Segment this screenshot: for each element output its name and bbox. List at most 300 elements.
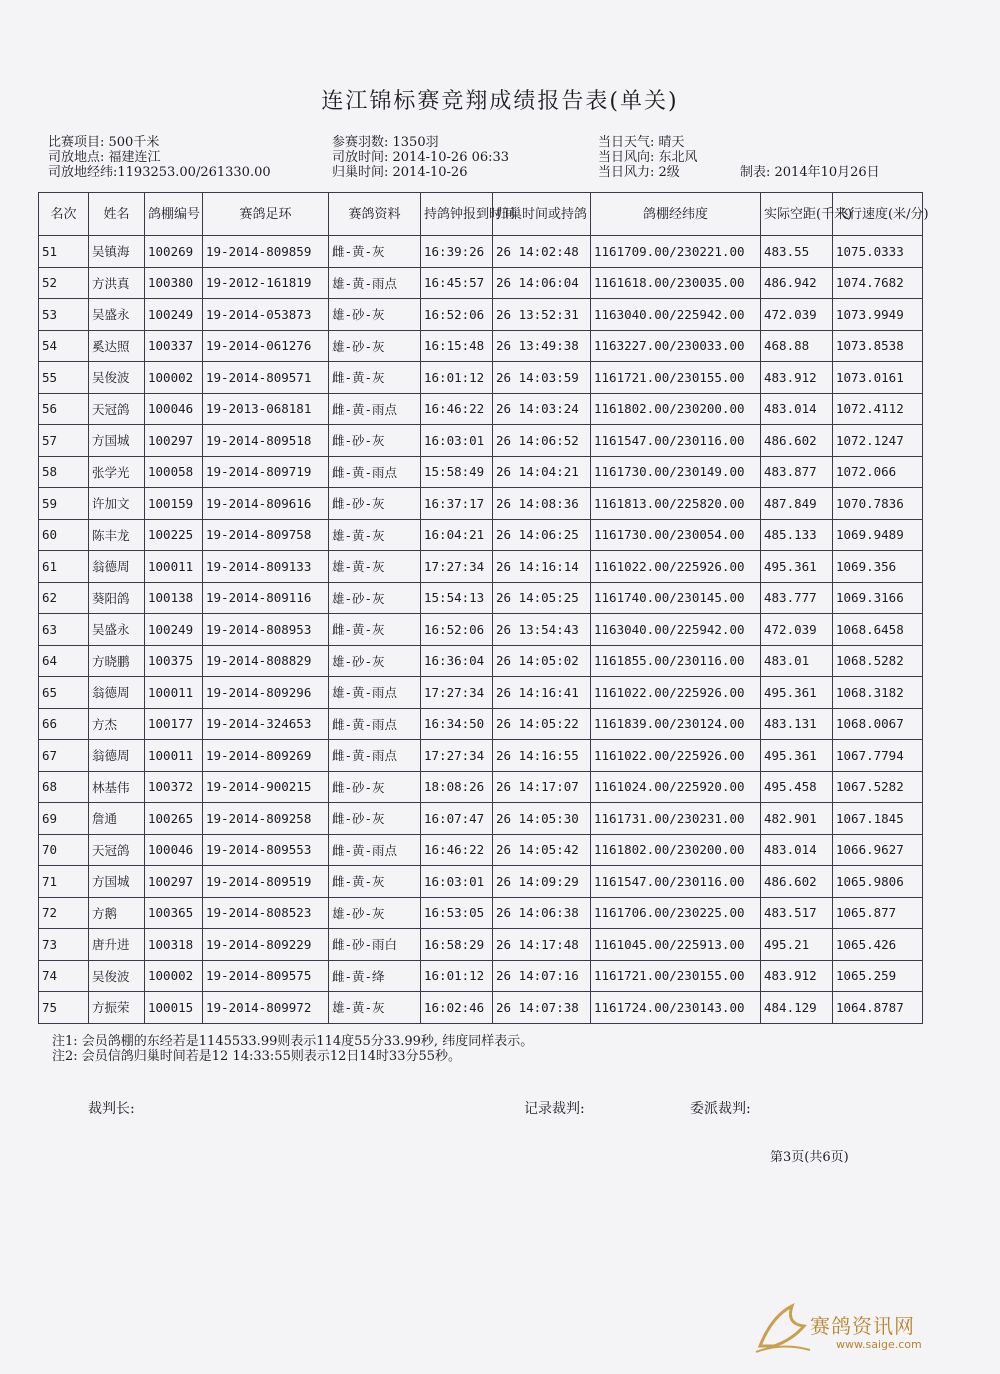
cell-arrival-time: 26 14:05:02 (493, 645, 591, 677)
cell-clock-time: 16:01:12 (421, 362, 493, 394)
cell-loft-id: 100297 (145, 425, 203, 457)
cell-arrival-time: 26 13:49:38 (493, 330, 591, 362)
cell-clock-time: 16:37:17 (421, 488, 493, 520)
cell-distance: 495.21 (761, 929, 833, 961)
table-row (39, 771, 923, 803)
header-distance: 实际空距(千米) (761, 193, 833, 236)
results-table (38, 192, 929, 1024)
cell-arrival-time: 26 14:16:55 (493, 740, 591, 772)
cell-arrival-time: 26 14:16:41 (493, 677, 591, 709)
cell-distance: 483.131 (761, 708, 833, 740)
cell-name: 方晓鹏 (89, 645, 145, 677)
cell-loft-coords: 1163040.00/225942.00 (591, 299, 761, 331)
cell-ring: 19-2014-061276 (203, 330, 329, 362)
cell-distance: 486.942 (761, 267, 833, 299)
cell-rank: 56 (39, 393, 89, 425)
cell-speed: 1064.8787 (833, 992, 923, 1024)
cell-speed: 1072.4112 (833, 393, 923, 425)
cell-name: 方国城 (89, 866, 145, 898)
header-loft-coords: 鸽棚经纬度 (591, 193, 761, 236)
cell-loft-id: 100159 (145, 488, 203, 520)
cell-speed: 1066.9627 (833, 834, 923, 866)
cell-loft-coords: 1163227.00/230033.00 (591, 330, 761, 362)
table-row (39, 803, 923, 835)
cell-ring: 19-2014-808829 (203, 645, 329, 677)
cell-speed: 1070.7836 (833, 488, 923, 520)
pigeon-icon (752, 1296, 812, 1362)
cell-name: 吴镇海 (89, 236, 145, 268)
cell-bird-info: 雌-砂-灰 (329, 425, 421, 457)
cell-ring: 19-2014-809553 (203, 834, 329, 866)
cell-bird-info: 雌-砂-雨白 (329, 929, 421, 961)
cell-distance: 483.014 (761, 393, 833, 425)
cell-distance: 483.877 (761, 456, 833, 488)
cell-clock-time: 16:36:04 (421, 645, 493, 677)
meta-column-3 (598, 134, 698, 179)
cell-name: 翁德周 (89, 551, 145, 583)
cell-name: 吴俊波 (89, 362, 145, 394)
cell-bird-info: 雌-黄-雨点 (329, 456, 421, 488)
cell-speed: 1067.7794 (833, 740, 923, 772)
cell-bird-info: 雌-黄-雨点 (329, 393, 421, 425)
cell-ring: 19-2014-809575 (203, 960, 329, 992)
cell-bird-info: 雌-黄-雨点 (329, 740, 421, 772)
cell-ring: 19-2014-809972 (203, 992, 329, 1024)
table-row (39, 330, 923, 362)
table-row (39, 551, 923, 583)
cell-loft-coords: 1161721.00/230155.00 (591, 960, 761, 992)
cell-rank: 57 (39, 425, 89, 457)
cell-speed: 1068.5282 (833, 645, 923, 677)
cell-loft-coords: 1161022.00/225926.00 (591, 551, 761, 583)
cell-clock-time: 16:01:12 (421, 960, 493, 992)
table-row (39, 645, 923, 677)
cell-loft-coords: 1161022.00/225926.00 (591, 677, 761, 709)
cell-name: 天冠鸽 (89, 393, 145, 425)
cell-clock-time: 16:04:21 (421, 519, 493, 551)
cell-loft-id: 100058 (145, 456, 203, 488)
table-row (39, 614, 923, 646)
cell-loft-id: 100046 (145, 393, 203, 425)
cell-arrival-time: 26 14:07:38 (493, 992, 591, 1024)
cell-distance: 472.039 (761, 614, 833, 646)
cell-clock-time: 16:02:46 (421, 992, 493, 1024)
table-row (39, 834, 923, 866)
cell-rank: 68 (39, 771, 89, 803)
cell-loft-coords: 1161730.00/230149.00 (591, 456, 761, 488)
cell-loft-id: 100249 (145, 614, 203, 646)
cell-speed: 1068.6458 (833, 614, 923, 646)
cell-name: 翁德周 (89, 740, 145, 772)
meta-release-time: 司放时间: 2014-10-26 06:33 (332, 150, 510, 165)
cell-arrival-time: 26 14:06:04 (493, 267, 591, 299)
cell-loft-id: 100011 (145, 740, 203, 772)
table-row (39, 897, 923, 929)
table-row (39, 519, 923, 551)
cell-arrival-time: 26 14:04:21 (493, 456, 591, 488)
cell-rank: 65 (39, 677, 89, 709)
cell-loft-id: 100225 (145, 519, 203, 551)
cell-rank: 70 (39, 834, 89, 866)
cell-arrival-time: 26 14:05:42 (493, 834, 591, 866)
table-row (39, 992, 923, 1024)
cell-loft-coords: 1161740.00/230145.00 (591, 582, 761, 614)
cell-rank: 71 (39, 866, 89, 898)
cell-arrival-time: 26 14:17:07 (493, 771, 591, 803)
cell-loft-id: 100046 (145, 834, 203, 866)
cell-clock-time: 17:27:34 (421, 677, 493, 709)
table-row (39, 960, 923, 992)
cell-loft-coords: 1161045.00/225913.00 (591, 929, 761, 961)
cell-distance: 495.361 (761, 551, 833, 583)
cell-speed: 1069.9489 (833, 519, 923, 551)
cell-ring: 19-2014-900215 (203, 771, 329, 803)
cell-ring: 19-2014-808523 (203, 897, 329, 929)
cell-name: 吴俊波 (89, 960, 145, 992)
cell-bird-info: 雄-砂-灰 (329, 897, 421, 929)
cell-clock-time: 16:46:22 (421, 393, 493, 425)
cell-clock-time: 16:45:57 (421, 267, 493, 299)
cell-ring: 19-2014-809571 (203, 362, 329, 394)
cell-clock-time: 16:07:47 (421, 803, 493, 835)
cell-loft-id: 100015 (145, 992, 203, 1024)
header-speed: 飞行速度(米/分) (833, 193, 923, 236)
table-row (39, 582, 923, 614)
cell-clock-time: 17:27:34 (421, 740, 493, 772)
report-title: 连江锦标赛竞翔成绩报告表(单关) (321, 89, 679, 114)
cell-loft-id: 100318 (145, 929, 203, 961)
cell-speed: 1068.3182 (833, 677, 923, 709)
note-2: 注2: 会员信鸽归巢时间若是12 14:33:55则表示12日14时33分55秒。 (52, 1049, 462, 1064)
cell-clock-time: 17:27:34 (421, 551, 493, 583)
cell-ring: 19-2014-808953 (203, 614, 329, 646)
cell-distance: 485.133 (761, 519, 833, 551)
cell-speed: 1069.3166 (833, 582, 923, 614)
cell-speed: 1067.5282 (833, 771, 923, 803)
cell-loft-id: 100011 (145, 551, 203, 583)
cell-bird-info: 雌-黄-绛 (329, 960, 421, 992)
meta-column-1 (48, 134, 271, 179)
cell-ring: 19-2014-809859 (203, 236, 329, 268)
page-number: 第3页(共6页) (770, 1150, 849, 1165)
cell-clock-time: 16:53:05 (421, 897, 493, 929)
cell-bird-info: 雄-黄-灰 (329, 992, 421, 1024)
cell-ring: 19-2014-809296 (203, 677, 329, 709)
cell-ring: 19-2014-809616 (203, 488, 329, 520)
cell-loft-id: 100177 (145, 708, 203, 740)
cell-name: 许加文 (89, 488, 145, 520)
cell-rank: 59 (39, 488, 89, 520)
cell-loft-coords: 1161024.00/225920.00 (591, 771, 761, 803)
cell-clock-time: 16:46:22 (421, 834, 493, 866)
cell-name: 方鹅 (89, 897, 145, 929)
cell-distance: 482.901 (761, 803, 833, 835)
meta-release-place: 司放地点: 福建连江 (48, 150, 161, 165)
meta-wind-direction: 当日风向: 东北风 (598, 150, 698, 165)
cell-arrival-time: 26 14:05:30 (493, 803, 591, 835)
meta-made-date: 制表: 2014年10月26日 (740, 165, 880, 180)
cell-distance: 486.602 (761, 866, 833, 898)
cell-speed: 1072.1247 (833, 425, 923, 457)
cell-loft-id: 100337 (145, 330, 203, 362)
cell-clock-time: 15:54:13 (421, 582, 493, 614)
cell-rank: 72 (39, 897, 89, 929)
cell-bird-info: 雄-黄-雨点 (329, 267, 421, 299)
cell-loft-coords: 1161618.00/230035.00 (591, 267, 761, 299)
cell-loft-id: 100265 (145, 803, 203, 835)
cell-clock-time: 18:08:26 (421, 771, 493, 803)
cell-name: 天冠鸽 (89, 834, 145, 866)
cell-name: 方国城 (89, 425, 145, 457)
cell-clock-time: 16:52:06 (421, 614, 493, 646)
cell-speed: 1069.356 (833, 551, 923, 583)
cell-rank: 55 (39, 362, 89, 394)
cell-loft-coords: 1161547.00/230116.00 (591, 425, 761, 457)
cell-bird-info: 雄-砂-灰 (329, 645, 421, 677)
cell-speed: 1067.1845 (833, 803, 923, 835)
cell-arrival-time: 26 14:06:25 (493, 519, 591, 551)
cell-ring: 19-2014-809258 (203, 803, 329, 835)
cell-rank: 60 (39, 519, 89, 551)
cell-loft-id: 100380 (145, 267, 203, 299)
header-clock-time: 持鸽钟报到时间 (421, 193, 493, 236)
cell-arrival-time: 26 14:03:24 (493, 393, 591, 425)
cell-rank: 61 (39, 551, 89, 583)
header-name: 姓名 (89, 193, 145, 236)
table-row (39, 740, 923, 772)
header-loft-id: 鸽棚编号 (145, 193, 203, 236)
cell-bird-info: 雌-砂-灰 (329, 803, 421, 835)
cell-rank: 51 (39, 236, 89, 268)
table-row (39, 929, 923, 961)
cell-speed: 1068.0067 (833, 708, 923, 740)
cell-speed: 1074.7682 (833, 267, 923, 299)
table-row (39, 677, 923, 709)
cell-speed: 1065.9806 (833, 866, 923, 898)
cell-rank: 52 (39, 267, 89, 299)
cell-rank: 69 (39, 803, 89, 835)
cell-distance: 483.517 (761, 897, 833, 929)
watermark-name: 赛鸽资讯网 (810, 1314, 915, 1338)
cell-ring: 19-2014-809229 (203, 929, 329, 961)
meta-release-coords: 司放地经纬:1193253.00/261330.00 (48, 165, 271, 180)
cell-loft-id: 100297 (145, 866, 203, 898)
note-1: 注1: 会员鸽棚的东经若是1145533.99则表示114度55分33.99秒, 纬度同样表示。 (52, 1034, 534, 1049)
cell-bird-info: 雄-黄-灰 (329, 519, 421, 551)
cell-loft-coords: 1161706.00/230225.00 (591, 897, 761, 929)
cell-rank: 63 (39, 614, 89, 646)
cell-arrival-time: 26 14:16:14 (493, 551, 591, 583)
cell-loft-id: 100002 (145, 362, 203, 394)
meta-wind-force: 当日风力: 2级 (598, 165, 680, 180)
cell-arrival-time: 26 14:17:48 (493, 929, 591, 961)
cell-arrival-time: 26 14:05:25 (493, 582, 591, 614)
cell-arrival-time: 26 14:06:52 (493, 425, 591, 457)
cell-loft-id: 100372 (145, 771, 203, 803)
table-header-row (39, 193, 923, 236)
cell-bird-info: 雄-砂-灰 (329, 582, 421, 614)
cell-arrival-time: 26 14:06:38 (493, 897, 591, 929)
cell-loft-coords: 1161731.00/230231.00 (591, 803, 761, 835)
cell-speed: 1072.066 (833, 456, 923, 488)
cell-bird-info: 雄-黄-灰 (329, 551, 421, 583)
cell-arrival-time: 26 13:54:43 (493, 614, 591, 646)
cell-bird-info: 雌-黄-灰 (329, 236, 421, 268)
cell-name: 翁德周 (89, 677, 145, 709)
cell-name: 方振荣 (89, 992, 145, 1024)
table-row (39, 362, 923, 394)
cell-ring: 19-2014-809133 (203, 551, 329, 583)
cell-arrival-time: 26 14:03:59 (493, 362, 591, 394)
cell-loft-coords: 1161724.00/230143.00 (591, 992, 761, 1024)
cell-ring: 19-2014-809116 (203, 582, 329, 614)
cell-name: 奚达照 (89, 330, 145, 362)
cell-bird-info: 雌-黄-雨点 (329, 708, 421, 740)
cell-ring: 19-2013-068181 (203, 393, 329, 425)
cell-loft-coords: 1161730.00/230054.00 (591, 519, 761, 551)
header-bird-info: 赛鸽资料 (329, 193, 421, 236)
watermark-logo (752, 1296, 962, 1362)
cell-rank: 73 (39, 929, 89, 961)
cell-distance: 483.912 (761, 362, 833, 394)
cell-bird-info: 雄-砂-灰 (329, 299, 421, 331)
cell-loft-coords: 1161802.00/230200.00 (591, 393, 761, 425)
appointed-judge-label: 委派裁判: (690, 1101, 751, 1117)
chief-judge-label: 裁判长: (88, 1101, 135, 1117)
cell-arrival-time: 26 14:02:48 (493, 236, 591, 268)
header-arrival-time: 归巢时间或持鸽 (493, 193, 591, 236)
meta-entries: 参赛羽数: 1350羽 (332, 135, 439, 150)
table-row (39, 708, 923, 740)
cell-rank: 64 (39, 645, 89, 677)
cell-loft-coords: 1161855.00/230116.00 (591, 645, 761, 677)
cell-distance: 483.55 (761, 236, 833, 268)
cell-name: 张学光 (89, 456, 145, 488)
cell-loft-id: 100011 (145, 677, 203, 709)
cell-ring: 19-2014-324653 (203, 708, 329, 740)
cell-bird-info: 雌-黄-灰 (329, 614, 421, 646)
cell-clock-time: 16:52:06 (421, 299, 493, 331)
cell-clock-time: 16:03:01 (421, 425, 493, 457)
cell-loft-id: 100138 (145, 582, 203, 614)
cell-ring: 19-2014-809758 (203, 519, 329, 551)
record-judge-label: 记录裁判: (524, 1101, 585, 1117)
cell-clock-time: 16:34:50 (421, 708, 493, 740)
meta-column-2 (332, 134, 509, 179)
cell-arrival-time: 26 13:52:31 (493, 299, 591, 331)
cell-speed: 1065.426 (833, 929, 923, 961)
cell-name: 詹通 (89, 803, 145, 835)
cell-loft-coords: 1161022.00/225926.00 (591, 740, 761, 772)
cell-ring: 19-2014-809719 (203, 456, 329, 488)
cell-arrival-time: 26 14:07:16 (493, 960, 591, 992)
cell-speed: 1065.259 (833, 960, 923, 992)
cell-loft-coords: 1161802.00/230200.00 (591, 834, 761, 866)
cell-loft-id: 100249 (145, 299, 203, 331)
cell-distance: 495.361 (761, 677, 833, 709)
cell-clock-time: 15:58:49 (421, 456, 493, 488)
cell-distance: 483.014 (761, 834, 833, 866)
cell-speed: 1073.8538 (833, 330, 923, 362)
cell-loft-coords: 1161721.00/230155.00 (591, 362, 761, 394)
table-row (39, 488, 923, 520)
cell-bird-info: 雌-黄-雨点 (329, 834, 421, 866)
table-row (39, 299, 923, 331)
cell-loft-coords: 1163040.00/225942.00 (591, 614, 761, 646)
cell-loft-coords: 1161813.00/225820.00 (591, 488, 761, 520)
cell-clock-time: 16:39:26 (421, 236, 493, 268)
cell-name: 唐升进 (89, 929, 145, 961)
cell-speed: 1075.0333 (833, 236, 923, 268)
cell-ring: 19-2012-161819 (203, 267, 329, 299)
cell-bird-info: 雌-砂-灰 (329, 488, 421, 520)
cell-bird-info: 雌-黄-灰 (329, 362, 421, 394)
cell-distance: 486.602 (761, 425, 833, 457)
cell-arrival-time: 26 14:05:22 (493, 708, 591, 740)
cell-name: 葵阳鸽 (89, 582, 145, 614)
table-row (39, 393, 923, 425)
cell-rank: 74 (39, 960, 89, 992)
cell-bird-info: 雌-砂-灰 (329, 771, 421, 803)
cell-speed: 1073.0161 (833, 362, 923, 394)
cell-name: 林基伟 (89, 771, 145, 803)
cell-distance: 484.129 (761, 992, 833, 1024)
watermark-url: www.saige.com (836, 1338, 922, 1351)
cell-distance: 495.458 (761, 771, 833, 803)
cell-distance: 487.849 (761, 488, 833, 520)
cell-rank: 54 (39, 330, 89, 362)
cell-clock-time: 16:15:48 (421, 330, 493, 362)
cell-rank: 75 (39, 992, 89, 1024)
cell-distance: 483.01 (761, 645, 833, 677)
table-row (39, 267, 923, 299)
meta-return-time: 归巢时间: 2014-10-26 (332, 165, 468, 180)
notes (52, 1034, 533, 1064)
cell-name: 方杰 (89, 708, 145, 740)
meta-weather: 当日天气: 晴天 (598, 135, 685, 150)
cell-loft-id: 100365 (145, 897, 203, 929)
cell-arrival-time: 26 14:09:29 (493, 866, 591, 898)
cell-speed: 1073.9949 (833, 299, 923, 331)
cell-rank: 58 (39, 456, 89, 488)
cell-loft-id: 100002 (145, 960, 203, 992)
cell-loft-coords: 1161709.00/230221.00 (591, 236, 761, 268)
cell-distance: 468.88 (761, 330, 833, 362)
cell-speed: 1065.877 (833, 897, 923, 929)
cell-loft-coords: 1161839.00/230124.00 (591, 708, 761, 740)
cell-name: 吴盛永 (89, 614, 145, 646)
header-ring: 赛鸽足环 (203, 193, 329, 236)
meta-race-item: 比赛项目: 500千米 (48, 135, 160, 150)
cell-distance: 483.777 (761, 582, 833, 614)
cell-bird-info: 雄-黄-雨点 (329, 677, 421, 709)
cell-name: 陈丰龙 (89, 519, 145, 551)
cell-ring: 19-2014-809519 (203, 866, 329, 898)
table-row (39, 456, 923, 488)
cell-loft-id: 100269 (145, 236, 203, 268)
cell-bird-info: 雄-砂-灰 (329, 330, 421, 362)
cell-clock-time: 16:58:29 (421, 929, 493, 961)
cell-name: 吴盛永 (89, 299, 145, 331)
cell-name: 方洪真 (89, 267, 145, 299)
cell-ring: 19-2014-809518 (203, 425, 329, 457)
cell-loft-coords: 1161547.00/230116.00 (591, 866, 761, 898)
cell-distance: 495.361 (761, 740, 833, 772)
cell-rank: 67 (39, 740, 89, 772)
cell-ring: 19-2014-053873 (203, 299, 329, 331)
table-row (39, 236, 923, 268)
cell-rank: 53 (39, 299, 89, 331)
